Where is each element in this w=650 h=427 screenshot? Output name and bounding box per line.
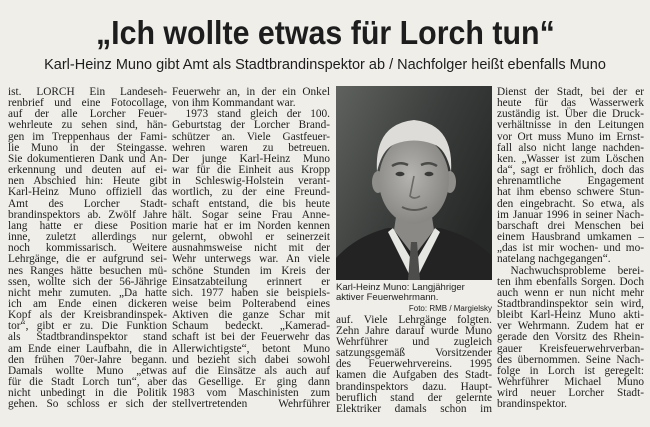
text-line: gehen. So schloss er sich der (8, 398, 167, 411)
text-line: des übernommen. Seine Nach- (497, 353, 644, 366)
text-line: gauer Kreisfeuerwehrverban- (497, 342, 644, 355)
text-line: ausnahmsweise nicht mit der (172, 242, 330, 255)
subheadline: Karl-Heinz Muno gibt Amt als Stadtbrandinspektor ab / Nachfolger heißt ebenfalls Muno (44, 57, 606, 73)
text-line: stellvertretenden Wehrführer (172, 398, 330, 411)
text-line: auch wenn er nun nicht mehr (497, 286, 644, 299)
text-line: brandinspektors dazu. Haupt- (336, 380, 492, 393)
text-line: schützer an. Viele Gastfeuer- (172, 130, 330, 143)
text-line: wehrleute zu sehen sind, hän- (8, 119, 167, 132)
text-line: Damals wollte Muno „etwas (8, 364, 167, 377)
text-line: Nachwuchsprobleme berei- (510, 264, 644, 277)
text-line: nes Ranges hätte besuchen mü- (8, 264, 167, 277)
text-line: inne, zuletzt allerdings nur (8, 231, 167, 244)
headline-text: „Ich wollte etwas für Lorch tun“ (95, 14, 555, 51)
text-line: gen im Treppenhaus der Fami- (8, 130, 167, 143)
text-line: Sie dokumentieren Dank und An- (8, 152, 167, 165)
text-line: verhältnisse in den Leitungen (497, 119, 644, 132)
text-line: zuständig ist. Über die Druck- (497, 108, 644, 121)
text-line: brandinspektor. (497, 398, 567, 411)
text-line: Karl-Heinz Muno offiziell das (8, 186, 167, 199)
text-line: bleibt Karl-Heinz Muno akti- (497, 309, 644, 322)
text-line: fall also nicht lange nachden- (497, 141, 644, 154)
paragraph (497, 87, 644, 266)
text-line: schaft ist bei der Feuerwehr das (172, 331, 330, 344)
text-line: ich am Ende einen dickeren (8, 297, 167, 310)
text-line: hält. Sogar seine Frau Anne- (172, 208, 330, 221)
text-line: Geburtstag der Lorcher Brand- (172, 119, 330, 132)
text-line: hat ihm ebenso schwere Stun- (497, 186, 644, 199)
photo-credit: Foto: RMB / Margielsky (408, 303, 492, 313)
text-line: des Feuerwehrvereins. 1995 (336, 358, 492, 371)
text-line: ten ihm ebenfalls Sorgen. Doch (497, 275, 644, 288)
photo-caption: Karl-Heinz Muno: Langjähriger aktiver Feuerwehrmann. (336, 282, 465, 304)
article-column-4 (497, 87, 644, 417)
text-line: marie hat er im Norden kennen (172, 219, 330, 232)
text-line: auf die Einsätze als auch auf (172, 364, 330, 377)
text-line: in Schleswig-Holstein verant- (172, 175, 330, 188)
text-line: Elektriker damals schon im (336, 402, 492, 415)
text-line: im Januar 1996 in seiner Nach- (497, 208, 644, 221)
text-line: nicht unbedingt in die Politik (8, 387, 167, 400)
text-line: nen Abschied hin: Heute gibt (8, 175, 167, 188)
text-line: noch kommissarisch. Weitere (8, 242, 167, 255)
text-line: satzungsgemäß Vorsitzender (336, 347, 492, 360)
text-line: ver Wehrmann. Zudem hat er (497, 320, 644, 333)
text-line: lie Muno in der Steingasse. (8, 141, 167, 154)
text-line: Feuerwehr an, in der ein Onkel (172, 87, 330, 98)
paragraph (172, 109, 330, 410)
text-line: renbrief und eine Fotocollage, (8, 97, 167, 110)
text-line: lang hatte er diese Position (8, 219, 167, 232)
text-line: Stadtbrandinspektor sein wird, (497, 297, 644, 310)
text-line: von ihm Kommandant war. (172, 97, 296, 110)
text-line: 1973 stand gleich der 100. (185, 108, 330, 121)
text-line: ehrenamtliche Engagement (497, 175, 644, 188)
text-line: da“, sagt er fröhlich, doch das (497, 164, 644, 177)
text-line: als Stadtbrandinspektor stand (8, 331, 167, 344)
text-line: und bezieht sich dabei sowohl (172, 353, 330, 366)
text-line: wird neuer Lorcher Stadt- (497, 387, 644, 400)
text-line: sich. 1977 haben sie beispiels- (172, 286, 330, 299)
text-line: den frühen 70er-Jahre begann. (8, 353, 167, 366)
text-line: wehren waren zu betreuen. (172, 141, 330, 154)
article-column-2 (172, 87, 330, 417)
text-line: Lehrgänge, die er aufgrund sei- (8, 253, 167, 266)
text-line: tor“, gibt er zu. Die Funktion (8, 320, 167, 333)
text-line: Aktiven die ganze Schar mit (172, 309, 330, 322)
text-line: ist. LORCH Ein Landeseh- (8, 87, 167, 98)
portrait-photo (336, 86, 492, 280)
text-line: Schaum bedeckt. „Kamerad- (172, 320, 330, 333)
portrait-image (336, 86, 492, 280)
text-line: Wehrführer Michael Muno (497, 376, 644, 389)
text-line: am Ende einer Laufbahn, die in (8, 342, 167, 355)
text-line: Der junge Karl-Heinz Muno (172, 152, 330, 165)
text-line: natelang nachgegangen“. (497, 253, 611, 266)
text-line: Wehrführer und zugleich (336, 335, 492, 348)
text-line: für die Stadt Lorch tun“, aber (8, 376, 167, 389)
text-line: folge in Lorch ist geregelt: (497, 364, 644, 377)
paragraph (8, 87, 167, 411)
text-line: erkennung und deuten auf ei- (8, 164, 167, 177)
text-line: Zehn Jahre darauf wurde Muno (336, 324, 492, 337)
text-line: vor Ort muss Muno im Ernst- (497, 130, 644, 143)
text-line: auf der alle Lorcher Feuer- (8, 108, 167, 121)
text-line: Amt des Lorcher Stadt- (8, 197, 167, 210)
text-line: 1983 vom Maschinisten zum (172, 387, 330, 400)
article-column-3 (336, 86, 492, 422)
text-line: das Gesellige. Er ging dann (172, 376, 330, 389)
text-line: kamen die Aufgaben des Stadt- (336, 369, 492, 382)
text-line: barschaft drei Menschen bei (497, 219, 644, 232)
text-line: ssen, wollte sich der 56-Jährige (8, 275, 167, 288)
text-line: „das ist mir wochen- und mo- (497, 242, 644, 255)
text-line: beruflich stand der gelernte (336, 391, 492, 404)
text-line: war für die Einheit aus Kropp (172, 164, 330, 177)
paragraph (336, 315, 492, 415)
text-line: Wehr unterwegs war. An viele (172, 253, 330, 266)
text-line: Dienst der Stadt, bei der er (497, 87, 644, 98)
text-line: gerade den Vorsitz des Rhein- (497, 331, 644, 344)
text-line: auf. Viele Lehrgänge folgten. (336, 313, 492, 326)
text-line: wortlich, zu der eine Freund- (172, 186, 330, 199)
paragraph (172, 87, 330, 109)
text-line: schaft entstand, die bis heute (172, 197, 330, 210)
text-line: Einsatzabteilung erinnert er (172, 275, 330, 288)
text-line: den eingebracht. So etwa, als (497, 197, 644, 210)
headline (0, 12, 650, 54)
text-line: Allerwichtigste“, betont Muno (172, 342, 330, 355)
article-column-1 (8, 87, 167, 417)
text-line: ken. „Wasser ist zum Löschen (497, 152, 644, 165)
text-line: gelernt, obwohl er seinerzeit (172, 231, 330, 244)
text-line: Kopf als der Kreisbrandinspek- (8, 309, 167, 322)
text-line: nicht mehr zumuten. „Da hatte (8, 286, 167, 299)
text-line: einem Hausbrand umkamen – (497, 231, 644, 244)
article-column-3-body (336, 315, 492, 415)
text-line: brandinspektors ab. Zwölf Jahre (8, 208, 167, 221)
paragraph (497, 266, 644, 411)
text-line: weise beim Polterabend eines (172, 297, 330, 310)
text-line: heute für das Wasserwerk (497, 97, 644, 110)
text-line: schöne Stunden im Kreis der (172, 264, 330, 277)
